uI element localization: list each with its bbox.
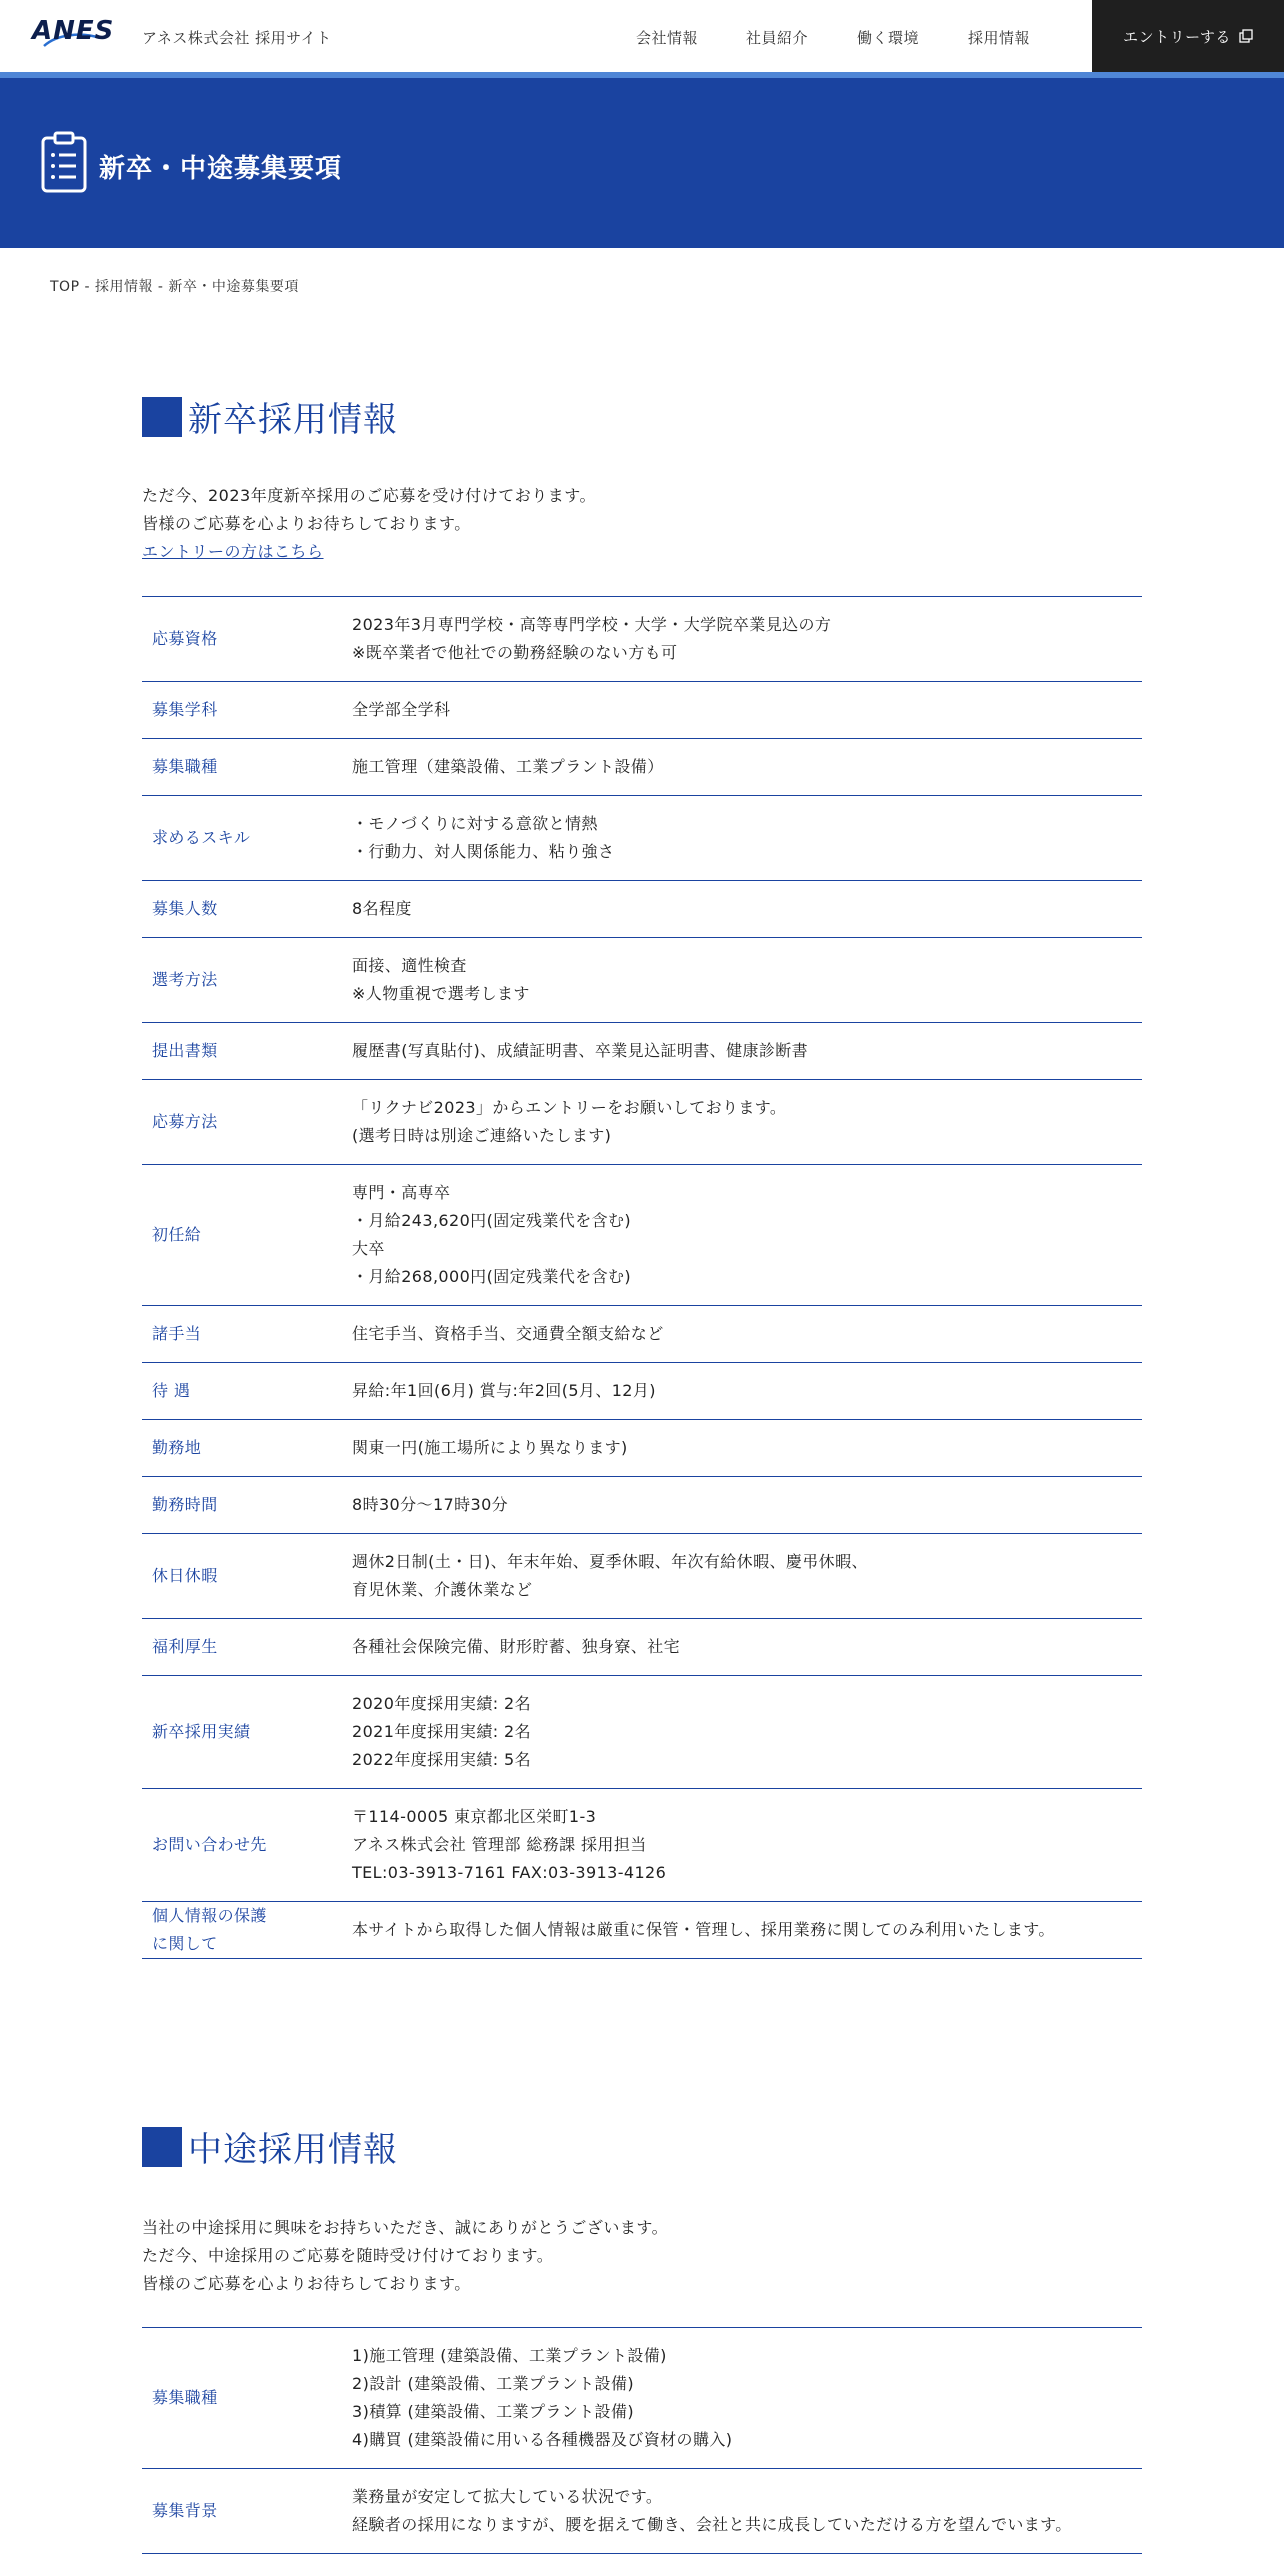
nav-staff[interactable]: 社員紹介: [746, 29, 809, 47]
row-value: [352, 881, 1142, 938]
row-label: 勤務時間: [142, 1477, 352, 1534]
row-value-line: 〒114-0005 東京都北区栄町1-3: [352, 1807, 597, 1826]
row-value-line: アネス株式会社 管理部 総務課 採用担当: [352, 1835, 647, 1854]
table-row: [142, 1306, 1142, 1363]
row-label: 募集学科: [142, 682, 352, 739]
table-row: [142, 1676, 1142, 1789]
row-label-line: 個人情報の保護: [152, 1906, 267, 1925]
row-label: 求めるスキル: [142, 796, 352, 881]
table-row: [142, 2328, 1142, 2469]
row-value: [352, 597, 1142, 682]
heading-square-icon: [142, 397, 182, 437]
row-label: [142, 1902, 352, 1959]
row-label: 選考方法: [142, 938, 352, 1023]
row-value-line: 履歴書(写真貼付)、成績証明書、卒業見込証明書、健康診断書: [352, 1041, 809, 1060]
table-row: [142, 938, 1142, 1023]
new-grad-table: [142, 596, 1142, 1959]
row-label: 募集人数: [142, 881, 352, 938]
row-label: 応募資格: [142, 597, 352, 682]
row-value-line: 1)施工管理 (建築設備、工業プラント設備): [352, 2346, 667, 2365]
company-logo[interactable]: [22, 14, 122, 54]
intro-line: 皆様のご応募を心よりお待ちしております。: [142, 2274, 471, 2293]
nav-company[interactable]: 会社情報: [636, 29, 699, 47]
row-value: [352, 2469, 1142, 2554]
row-label-line: に関して: [152, 1934, 218, 1953]
table-row: [142, 597, 1142, 682]
logo-text: ANES: [32, 16, 115, 46]
row-value-line: 2022年度採用実績: 5名: [352, 1750, 531, 1769]
row-value: [352, 1676, 1142, 1789]
row-value-line: 大卒: [352, 1239, 385, 1258]
row-value: [352, 1902, 1142, 1959]
row-label: 待 遇: [142, 1363, 352, 1420]
table-row: [142, 1363, 1142, 1420]
row-value: [352, 1789, 1142, 1902]
row-value-line: 全学部全学科: [352, 700, 451, 719]
intro-line: 当社の中途採用に興味をお持ちいただき、誠にありがとうございます。: [142, 2218, 669, 2237]
mid-career-table: [142, 2327, 1142, 2554]
row-label: 休日休暇: [142, 1534, 352, 1619]
entry-button[interactable]: [1092, 0, 1284, 72]
row-value-line: ・モノづくりに対する意欲と情熱: [352, 814, 598, 833]
row-label: 勤務地: [142, 1420, 352, 1477]
row-value-line: 各種社会保険完備、財形貯蓄、独身寮、社宅: [352, 1637, 681, 1656]
row-label: 福利厚生: [142, 1619, 352, 1676]
row-value-line: 3)積算 (建築設備、工業プラント設備): [352, 2402, 634, 2421]
new-grad-heading: [142, 392, 398, 441]
row-value-line: 面接、適性検査: [352, 956, 467, 975]
intro-line: 皆様のご応募を心よりお待ちしております。: [142, 514, 471, 533]
row-value-line: TEL:03-3913-7161 FAX:03-3913-4126: [352, 1863, 667, 1882]
row-value-line: 関東一円(施工場所により異なります): [352, 1438, 628, 1457]
row-value: [352, 1477, 1142, 1534]
table-row: [142, 1789, 1142, 1902]
row-value-line: ※既卒業者で他社での勤務経験のない方も可: [352, 643, 678, 662]
row-value-line: (選考日時は別途ご連絡いたします): [352, 1126, 612, 1145]
mid-career-heading: [142, 2122, 398, 2171]
row-value: [352, 1619, 1142, 1676]
row-value: [352, 739, 1142, 796]
clipboard-icon: [40, 130, 88, 194]
row-label: 応募方法: [142, 1080, 352, 1165]
external-link-icon: [1239, 29, 1253, 43]
table-row: [142, 796, 1142, 881]
heading-square-icon: [142, 2127, 182, 2167]
row-value-line: 業務量が安定して拡大している状況です。: [352, 2487, 663, 2506]
intro-line: ただ今、中途採用のご応募を随時受け付けております。: [142, 2246, 554, 2265]
row-value-line: 4)購買 (建築設備に用いる各種機器及び資材の購入): [352, 2430, 733, 2449]
table-row: [142, 2469, 1142, 2554]
row-value: [352, 1306, 1142, 1363]
row-value: [352, 1534, 1142, 1619]
table-row: [142, 1477, 1142, 1534]
nav-environment[interactable]: 働く環境: [857, 29, 920, 47]
row-value: [352, 1023, 1142, 1080]
row-label: 募集職種: [142, 2328, 352, 2469]
table-row: [142, 1080, 1142, 1165]
row-value-line: 2020年度採用実績: 2名: [352, 1694, 531, 1713]
row-value-line: ・月給243,620円(固定残業代を含む): [352, 1211, 632, 1230]
row-value-line: 8時30分〜17時30分: [352, 1495, 509, 1514]
table-row: [142, 1165, 1142, 1306]
row-value-line: 週休2日制(土・日)、年末年始、夏季休暇、年次有給休暇、慶弔休暇、: [352, 1552, 868, 1571]
row-value: [352, 796, 1142, 881]
table-row: [142, 1902, 1142, 1959]
row-value-line: 経験者の採用になりますが、腰を据えて働き、会社と共に成長していただける方を望んでいます。: [352, 2515, 1072, 2534]
intro-line: ただ今、2023年度新卒採用のご応募を受け付けております。: [142, 486, 596, 505]
row-value-line: ・月給268,000円(固定残業代を含む): [352, 1267, 632, 1286]
row-value-line: 住宅手当、資格手当、交通費全額支給など: [352, 1324, 664, 1343]
new-grad-intro: [142, 482, 596, 566]
table-row: [142, 1420, 1142, 1477]
table-row: [142, 1023, 1142, 1080]
row-value-line: 昇給:年1回(6月) 賞与:年2回(5月、12月): [352, 1381, 656, 1400]
row-label: 募集背景: [142, 2469, 352, 2554]
row-label: 初任給: [142, 1165, 352, 1306]
nav-recruit[interactable]: 採用情報: [968, 29, 1031, 47]
row-value-line: ・行動力、対人関係能力、粘り強さ: [352, 842, 615, 861]
table-row: [142, 881, 1142, 938]
mid-career-intro: [142, 2214, 668, 2298]
row-value-line: 育児休業、介護休業など: [352, 1580, 533, 1599]
entry-link[interactable]: エントリーの方はこちら: [142, 542, 324, 561]
row-value-line: 専門・高専卒: [352, 1183, 451, 1202]
site-header: [0, 0, 1284, 72]
table-row: [142, 739, 1142, 796]
row-label: 新卒採用実績: [142, 1676, 352, 1789]
row-value: [352, 1165, 1142, 1306]
row-value-line: 「リクナビ2023」からエントリーをお願いしております。: [352, 1098, 787, 1117]
row-value-line: 8名程度: [352, 899, 412, 918]
row-value: [352, 1420, 1142, 1477]
entry-button-label: エントリーする: [1123, 27, 1231, 46]
site-name: アネス株式会社 採用サイト: [142, 29, 332, 47]
row-label: 提出書類: [142, 1023, 352, 1080]
mid-career-title: 中途採用情報: [188, 2130, 398, 2170]
page-hero: [0, 78, 1284, 248]
row-value: [352, 1363, 1142, 1420]
row-value-line: 施工管理（建築設備、工業プラント設備）: [352, 757, 664, 776]
row-value: [352, 1080, 1142, 1165]
row-value-line: 本サイトから取得した個人情報は厳重に保管・管理し、採用業務に関してのみ利用いたします。: [352, 1920, 1055, 1939]
table-row: [142, 1619, 1142, 1676]
table-row: [142, 1534, 1142, 1619]
row-value: [352, 2328, 1142, 2469]
row-value-line: ※人物重視で選考します: [352, 984, 530, 1003]
row-value-line: 2)設計 (建築設備、工業プラント設備): [352, 2374, 634, 2393]
row-value: [352, 938, 1142, 1023]
row-value-line: 2021年度採用実績: 2名: [352, 1722, 531, 1741]
page-title: 新卒・中途募集要項: [99, 154, 343, 184]
breadcrumb[interactable]: TOP - 採用情報 - 新卒・中途募集要項: [50, 279, 299, 295]
row-label: 諸手当: [142, 1306, 352, 1363]
table-row: [142, 682, 1142, 739]
row-label: 募集職種: [142, 739, 352, 796]
row-label: お問い合わせ先: [142, 1789, 352, 1902]
new-grad-title: 新卒採用情報: [188, 400, 398, 440]
row-value: [352, 682, 1142, 739]
row-value-line: 2023年3月専門学校・高等専門学校・大学・大学院卒業見込の方: [352, 615, 832, 634]
